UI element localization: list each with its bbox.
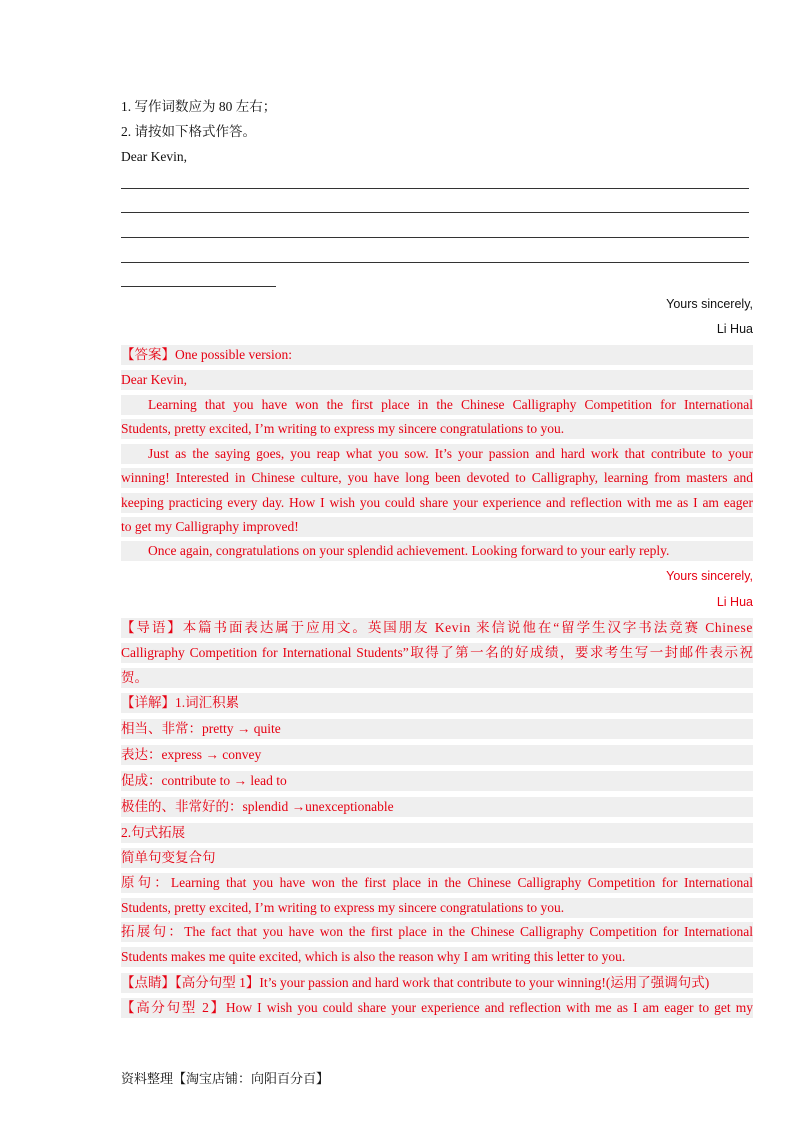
- extended-sentence: 拓展句：The fact that you have won the first place in the Chinese Calligraphy Competition for International: [121, 922, 753, 942]
- answer-line: Learning that you have won the first place in the Chinese Calligraphy Competition for International: [121, 395, 753, 415]
- writing-line: [121, 212, 749, 213]
- vocab-item: 极佳的、非常好的：splendid →unexceptionable: [121, 797, 753, 817]
- answer-line: Just as the saying goes, you reap what you sow. It’s your passion and hard work that contribute to your: [121, 444, 753, 464]
- requirement-1: 1. 写作词数应为 80 左右；: [121, 99, 277, 114]
- key-point: 【点睛】【高分句型 1】It’s your passion and hard work that contribute to your winning!(运用了强调句式): [121, 973, 753, 993]
- answer-intro-text: One possible version:: [175, 347, 292, 362]
- answer-greeting: Dear Kevin,: [121, 370, 753, 390]
- guide-line: 贺。: [121, 668, 753, 688]
- answer-line: winning! Interested in Chinese culture, you have long been devoted to Calligraphy, learning from masters and: [121, 468, 753, 488]
- answer-line: keeping practicing every day. How I wish you could share your experience and reflection with me as I am eager: [121, 493, 753, 513]
- original-sentence: Students, pretty excited, I’m writing to express my sincere congratulations to you.: [121, 898, 753, 918]
- page-footer: 资料整理【淘宝店铺：向阳百分百】: [121, 1071, 330, 1086]
- template-greeting: Dear Kevin,: [121, 149, 187, 164]
- answer-closing: Yours sincerely,: [666, 569, 753, 583]
- vocab-item: 相当、非常：pretty → quite: [121, 719, 753, 739]
- sentence-pattern-2: 【高分句型 2】How I wish you could share your experience and reflection with me as I am eager to get my: [121, 998, 753, 1018]
- answer-signature: Li Hua: [716, 595, 753, 609]
- writing-line-short: [121, 286, 276, 287]
- original-sentence: 原句：Learning that you have won the first place in the Chinese Calligraphy Competition for International: [121, 873, 753, 893]
- vocab-item: 促成：contribute to → lead to: [121, 771, 753, 791]
- section-heading: 2.句式拓展: [121, 823, 753, 843]
- answer-label: 【答案】: [121, 347, 175, 362]
- answer-line: to get my Calligraphy improved!: [121, 517, 753, 537]
- writing-line: [121, 237, 749, 238]
- vocab-item: 表达：express → convey: [121, 745, 753, 765]
- answer-line: Once again, congratulations on your splendid achievement. Looking forward to your early reply.: [121, 541, 753, 561]
- template-closing: Yours sincerely,: [666, 297, 753, 311]
- requirement-2: 2. 请按如下格式作答。: [121, 124, 256, 139]
- writing-line: [121, 188, 749, 189]
- answer-intro: [121, 345, 753, 365]
- guide-line: Calligraphy Competition for International Students”取得了第一名的好成绩，要求考生写一封邮件表示祝: [121, 643, 753, 663]
- answer-line: Students, pretty excited, I’m writing to express my sincere congratulations to you.: [121, 419, 753, 439]
- template-signature: Li Hua: [716, 322, 753, 336]
- detail-heading: 【详解】1.词汇积累: [121, 693, 753, 713]
- writing-line: [121, 262, 749, 263]
- guide-line: 【导语】本篇书面表达属于应用文。英国朋友 Kevin 来信说他在“留学生汉字书法竞赛 Chinese: [121, 618, 753, 638]
- section-subheading: 简单句变复合句: [121, 848, 753, 868]
- extended-sentence: Students makes me quite excited, which is also the reason why I am writing this letter to you.: [121, 947, 753, 967]
